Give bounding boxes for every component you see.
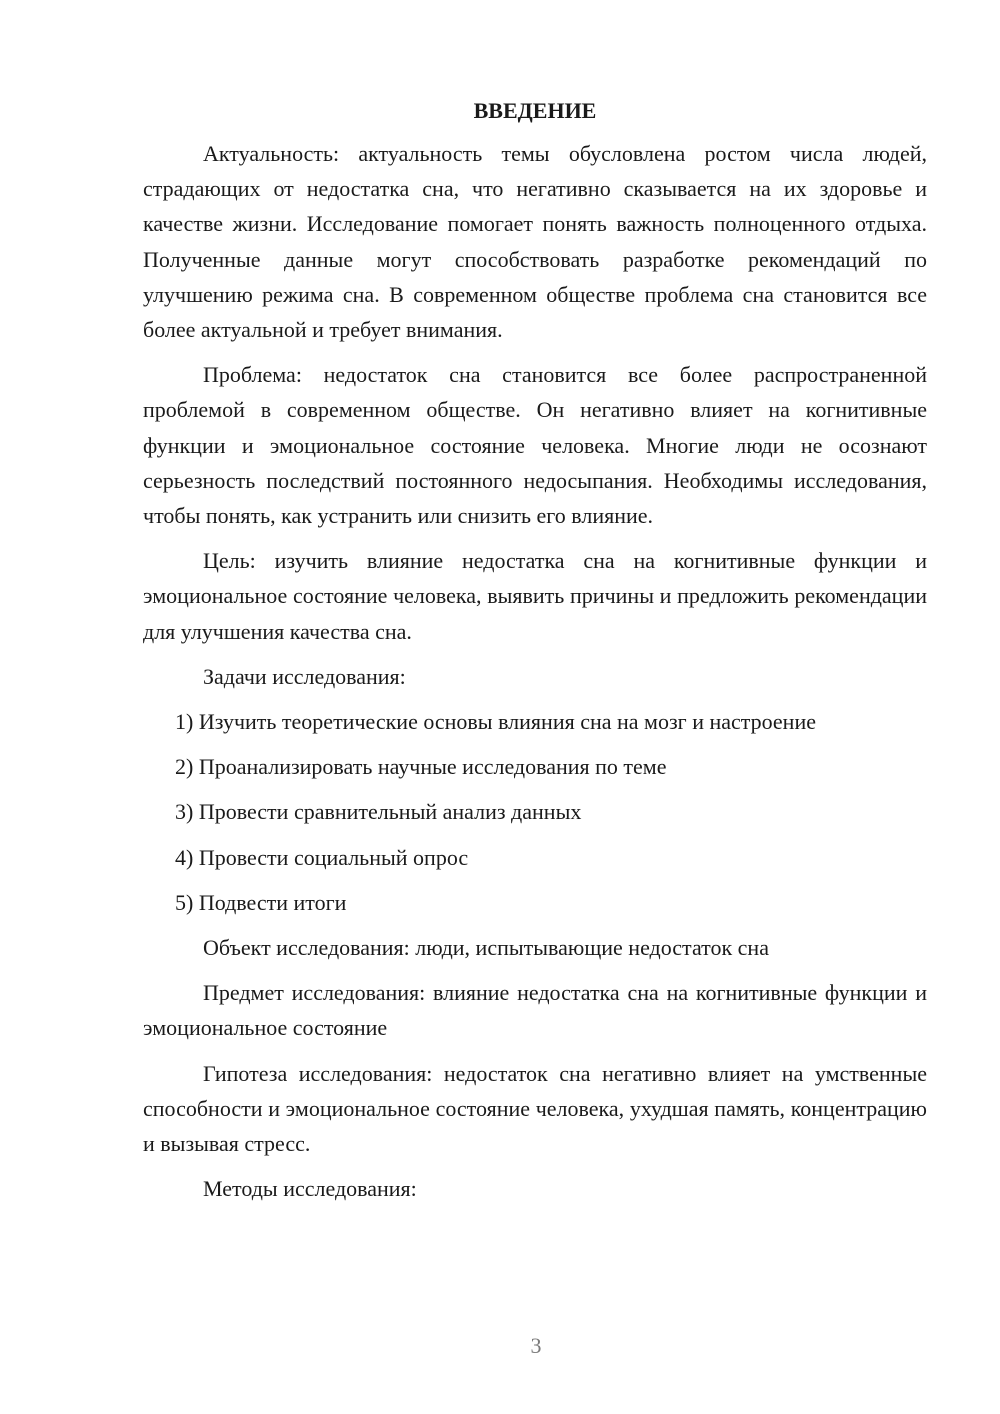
paragraph-goal: Цель: изучить влияние недостатка сна на когнитивные функции и эмоциональное состояние человека, выявить причины и предложить рекомендации для улучшения качества сна. — [143, 548, 927, 644]
methods-heading: Методы исследования: — [203, 1176, 417, 1202]
tasks-list — [143, 704, 927, 920]
paragraph-relevance: Актуальность: актуальность темы обусловлена ростом числа людей, страдающих от недостатка сна, что негативно сказывается на их здоровье и качестве жизни. Исследование помогает понять важность полноценного отдыха. Полученные данные могут способствовать разработке рекомендаций по улучшению режима сна. В современном обществе проблема сна становится все более актуальной и требует внимания. — [143, 141, 927, 343]
paragraph-problem: Проблема: недостаток сна становится все более распространенной проблемой в современном обществе. Он негативно влияет на когнитивные функции и эмоциональное состояние человека. Многие люди не осознают серьезность последствий постоянного недосыпания. Необходимы исследования, чтобы понять, как устранить или снизить его влияние. — [143, 362, 927, 529]
list-item: 5) Подвести итоги — [175, 889, 347, 915]
list-item: 2) Проанализировать научные исследования по теме — [175, 754, 667, 780]
paragraph-object: Объект исследования: люди, испытывающие недостаток сна — [203, 935, 769, 961]
tasks-heading: Задачи исследования: — [203, 663, 406, 689]
page-content — [143, 95, 927, 1216]
page-number: 3 — [530, 1333, 542, 1358]
list-item: 1) Изучить теоретические основы влияния сна на мозг и настроение — [175, 709, 816, 735]
list-item: 3) Провести сравнительный анализ данных — [175, 799, 582, 825]
list-item: 4) Провести социальный опрос — [175, 844, 469, 870]
section-heading: ВВЕДЕНИЕ — [473, 98, 597, 123]
paragraph-subject: Предмет исследования: влияние недостатка сна на когнитивные функции и эмоциональное состояние — [143, 980, 927, 1041]
paragraph-hypothesis: Гипотеза исследования: недостаток сна негативно влияет на умственные способности и эмоциональное состояние человека, ухудшая память, концентрацию и вызывая стресс. — [143, 1060, 927, 1157]
